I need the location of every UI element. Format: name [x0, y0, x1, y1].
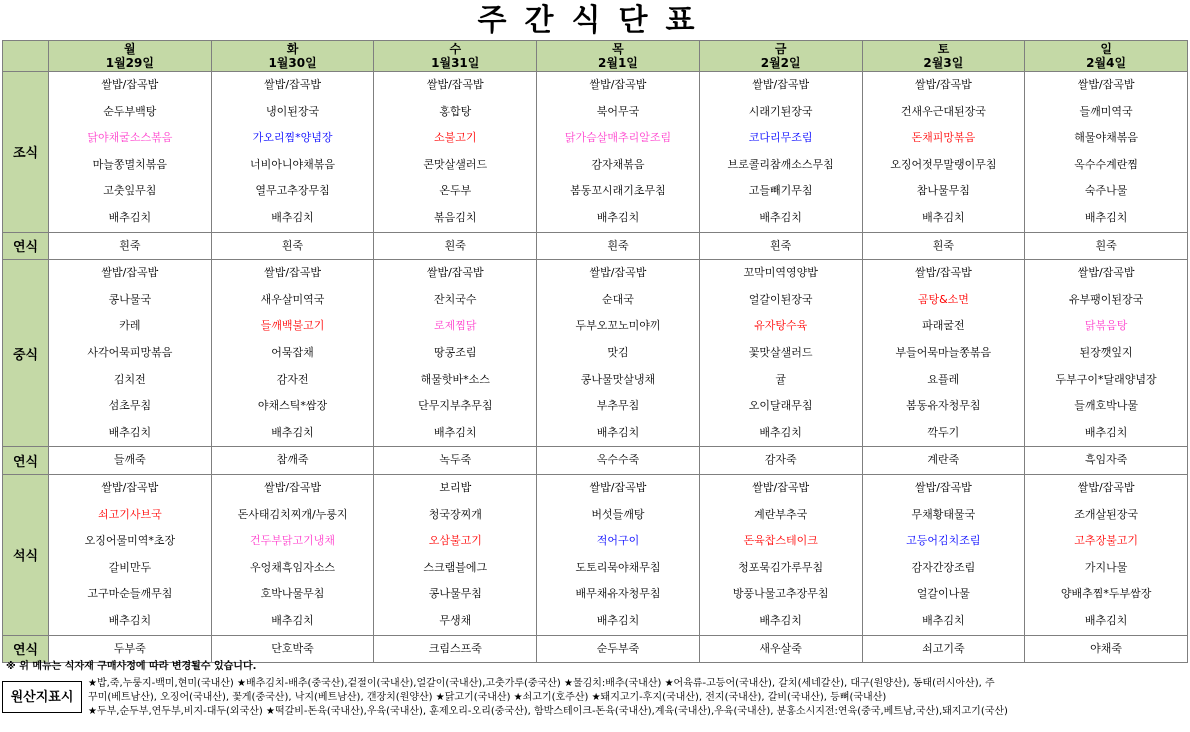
menu-item: 쌀밥/잡곡밥 [589, 266, 647, 280]
menu-cell [537, 232, 700, 260]
menu-item: 감자채볶음 [591, 157, 645, 171]
menu-item: 시래기된장국 [748, 104, 813, 118]
menu-cell [49, 232, 212, 260]
day-header-row [3, 41, 1188, 72]
menu-item: 쌀밥/잡곡밥 [1077, 266, 1135, 280]
menu-item: 고추장불고기 [1074, 534, 1138, 548]
origin-line: ★밥,죽,누룽지-백미,현미(국내산) ★배추김치-배추(중국산),겉절이(국내산),얼갈이(국내산),고춧가루(중국산) ★물김치:배추(국내산) ★어육류-고등어(국내산), 갈치(세네갈산), 대구(원양산), 동태(러시아산), 주 [88, 678, 995, 689]
menu-cell [699, 232, 862, 260]
menu-item: 쌀밥/잡곡밥 [264, 78, 321, 92]
menu-item: 볶음김치 [434, 210, 477, 224]
day-name: 목 [612, 42, 624, 56]
menu-item: 쌀밥/잡곡밥 [589, 480, 647, 494]
menu-item: 크림스프죽 [428, 641, 482, 655]
menu-item: 적어구이 [596, 534, 640, 548]
meal-label: 연식 [3, 635, 49, 663]
menu-item: 귤 [775, 372, 786, 386]
menu-cell [862, 232, 1025, 260]
meal-label: 조식 [3, 72, 49, 233]
menu-cell [862, 447, 1025, 475]
menu-item: 계란부추국 [754, 507, 808, 521]
menu-item: 순두부죽 [596, 641, 640, 655]
menu-cell [374, 447, 537, 475]
menu-item: 콩나물맛살냉채 [580, 372, 656, 386]
menu-item: 쌀밥/잡곡밥 [914, 78, 972, 92]
menu-item: 섬초무침 [108, 399, 152, 413]
menu-cell [699, 635, 862, 663]
day-date: 2월3일 [923, 56, 964, 70]
menu-item: 배추김치 [922, 613, 965, 627]
menu-item: 감자간장조림 [911, 560, 976, 574]
origin-text [88, 677, 1188, 719]
menu-item: 배추김치 [759, 613, 802, 627]
day-date: 2월4일 [1086, 56, 1127, 70]
menu-item: 김치전 [113, 372, 146, 386]
menu-item: 배추김치 [271, 210, 314, 224]
menu-item: 배추김치 [759, 425, 802, 439]
menu-item: 브로콜리참깨소스무침 [727, 157, 834, 171]
menu-cell [862, 474, 1025, 635]
menu-item: 쌀밥/잡곡밥 [1077, 78, 1135, 92]
menu-item: 사각어묵피망볶음 [87, 345, 173, 359]
day-name: 금 [774, 42, 787, 56]
menu-cell [1025, 447, 1188, 475]
menu-item: 홍합탕 [439, 104, 472, 118]
menu-cell [862, 635, 1025, 663]
menu-cell [537, 635, 700, 663]
menu-item: 쌀밥/잡곡밥 [264, 480, 321, 494]
menu-cell [374, 232, 537, 260]
menu-item: 고들빼기무침 [748, 184, 813, 198]
day-name: 토 [937, 42, 950, 56]
menu-item: 단호박죽 [271, 641, 314, 655]
meal-row [3, 474, 1188, 635]
menu-item: 배추김치 [596, 613, 640, 627]
menu-cell [537, 260, 700, 447]
weekly-menu-table [2, 40, 1188, 663]
menu-item: 들깨호박나물 [1074, 399, 1138, 413]
menu-item: 가지나물 [1084, 560, 1128, 574]
menu-cell [374, 474, 537, 635]
menu-cell [537, 474, 700, 635]
menu-item: 흰죽 [281, 238, 304, 252]
menu-item: 버섯들깨탕 [591, 507, 645, 521]
menu-item: 얼갈이된장국 [748, 292, 813, 306]
menu-item: 감자죽 [764, 453, 797, 467]
menu-item: 봄동꼬시래기초무침 [570, 184, 666, 198]
menu-item: 흰죽 [444, 238, 466, 252]
menu-item: 돈육찹스테이크 [743, 534, 818, 548]
menu-item: 오삼불고기 [428, 534, 482, 548]
menu-item: 어묵잡채 [271, 345, 314, 359]
menu-item: 배무채유자청무침 [575, 587, 661, 601]
menu-cell [211, 72, 374, 233]
menu-item: 순대국 [602, 292, 634, 306]
menu-item: 배추김치 [1084, 425, 1128, 439]
menu-item: 유자탕수육 [754, 319, 808, 333]
menu-item: 콩나물국 [108, 292, 152, 306]
menu-cell [374, 72, 537, 233]
menu-item: 건두부닭고기냉채 [250, 534, 336, 548]
menu-item: 들깨미역국 [1079, 104, 1133, 118]
menu-item: 마늘쫑멸치볶음 [92, 157, 168, 171]
menu-item: 부추무침 [596, 399, 640, 413]
menu-item: 배추김치 [271, 613, 314, 627]
day-date: 1월30일 [268, 56, 317, 70]
menu-item: 쌀밥/잡곡밥 [101, 266, 159, 280]
menu-item: 얼갈이나물 [916, 587, 970, 601]
menu-item: 된장깻잎지 [1079, 345, 1133, 359]
menu-item: 흑임자죽 [1084, 453, 1128, 467]
menu-cell [211, 474, 374, 635]
menu-item: 닭가슴살매추리알조림 [564, 131, 672, 145]
menu-item: 너비아니야채볶음 [250, 157, 336, 171]
menu-item: 쌀밥/잡곡밥 [1077, 480, 1135, 494]
menu-item: 청포묵김가루무침 [738, 560, 824, 574]
menu-item: 북어무국 [596, 104, 640, 118]
menu-item: 코다리무조림 [748, 131, 813, 145]
meal-label: 연식 [3, 447, 49, 475]
menu-item: 쌀밥/잡곡밥 [426, 78, 484, 92]
menu-cell [1025, 72, 1188, 233]
menu-item: 고구마순들깨무침 [87, 587, 173, 601]
menu-item: 흰죽 [1095, 238, 1117, 252]
day-name: 수 [449, 42, 462, 56]
menu-item: 오징어물미역*초장 [84, 534, 176, 548]
menu-cell [699, 447, 862, 475]
origin-line: ★두부,순두부,연두부,비지-대두(외국산) ★떡갈비-돈육(국내산),우육(국내산), 훈제오리-오리(중국산), 함박스테이크-돈육(국내산),계육(국내산),우육(국내산), 분홍소시지전:연육(중국,베트남,국산),돼지고기(국산) [88, 706, 1008, 717]
menu-item: 고등어김치조림 [906, 534, 981, 548]
menu-item: 쌀밥/잡곡밥 [101, 78, 159, 92]
menu-item: 두부죽 [113, 641, 146, 655]
day-header [862, 41, 1025, 72]
menu-item: 해물핫바*소스 [420, 372, 490, 386]
menu-item: 숙주나물 [1084, 184, 1128, 198]
menu-item: 쌀밥/잡곡밥 [752, 78, 810, 92]
menu-item: 녹두죽 [439, 453, 472, 467]
menu-item: 쇠고기죽 [922, 641, 965, 655]
menu-item: 배추김치 [922, 210, 965, 224]
menu-item: 조개살된장국 [1074, 507, 1138, 521]
menu-item: 꼬막미역영양밥 [743, 266, 818, 280]
day-date: 1월31일 [431, 56, 480, 70]
menu-item: 쌀밥/잡곡밥 [264, 266, 321, 280]
menu-item: 흰죽 [770, 238, 792, 252]
menu-item: 열무고추장무침 [255, 184, 330, 198]
menu-item: 무채황태물국 [911, 507, 976, 521]
menu-item: 쌀밥/잡곡밥 [914, 480, 972, 494]
menu-cell [862, 72, 1025, 233]
menu-item: 쌀밥/잡곡밥 [426, 266, 484, 280]
header-corner [3, 41, 49, 72]
day-header [374, 41, 537, 72]
menu-item: 돈사태김치찌개/누룽지 [237, 507, 348, 521]
menu-item: 건새우근대된장국 [900, 104, 986, 118]
day-header [211, 41, 374, 72]
menu-cell [49, 72, 212, 233]
day-header [699, 41, 862, 72]
meal-label: 연식 [3, 232, 49, 260]
menu-item: 카레 [119, 319, 141, 333]
menu-item: 흰죽 [932, 238, 954, 252]
menu-cell [49, 447, 212, 475]
menu-item: 쌀밥/잡곡밥 [101, 480, 159, 494]
day-name: 화 [286, 42, 299, 56]
menu-cell [211, 260, 374, 447]
menu-item: 흰죽 [607, 238, 629, 252]
origin-line: 꾸미(베트남산), 오징어(국내산), 꽃게(중국산), 낙지(베트남산), 갠장치(원양산) ★닭고기(국내산) ★쇠고기(호주산) ★돼지고기-후지(국내산), 전지(국내산), 갈비(국내산), 등뼈(국내산) [88, 692, 887, 703]
menu-item: 방풍나물고추장무침 [732, 587, 829, 601]
meal-label: 중식 [3, 260, 49, 447]
menu-item: 배추김치 [108, 210, 152, 224]
menu-item: 도토리묵야채무침 [575, 560, 661, 574]
menu-item: 야채죽 [1090, 641, 1123, 655]
day-date: 2월1일 [598, 56, 638, 70]
menu-item: 배추김치 [108, 425, 152, 439]
menu-item: 새우살죽 [759, 641, 802, 655]
menu-cell [699, 260, 862, 447]
menu-item: 야채스틱*쌈장 [257, 399, 328, 413]
meal-row [3, 260, 1188, 447]
menu-item: 닭야채굴소스볶음 [87, 131, 173, 145]
menu-item: 요플레 [927, 372, 960, 386]
menu-cell [699, 474, 862, 635]
menu-item: 배추김치 [108, 613, 152, 627]
menu-item: 가오리찜*양념장 [252, 131, 333, 145]
menu-item: 쇠고기사브국 [97, 507, 162, 521]
day-name: 일 [1100, 42, 1112, 56]
menu-item: 계란죽 [927, 453, 960, 467]
menu-item: 봄동유자청무침 [906, 399, 981, 413]
menu-item: 배추김치 [434, 425, 477, 439]
menu-item: 쌀밥/잡곡밥 [752, 480, 810, 494]
day-header [537, 41, 700, 72]
menu-item: 맛김 [607, 345, 629, 359]
day-name: 월 [124, 42, 136, 56]
menu-cell [1025, 635, 1188, 663]
menu-item: 보리밥 [439, 480, 472, 494]
menu-item: 두부오꼬노미야끼 [575, 319, 661, 333]
menu-item: 땅콩조림 [434, 345, 477, 359]
notice-text: ※ 위 메뉴는 식자재 구매사정에 따라 변경될수 있습니다. [6, 661, 257, 672]
menu-item: 배추김치 [271, 425, 314, 439]
menu-item: 청국장찌개 [428, 507, 482, 521]
menu-cell [374, 635, 537, 663]
day-header [49, 41, 212, 72]
meal-label: 석식 [3, 474, 49, 635]
menu-item: 들깨죽 [113, 453, 146, 467]
menu-item: 온두부 [439, 184, 472, 198]
menu-item: 닭볶음탕 [1084, 319, 1128, 333]
menu-item: 오이달래무침 [748, 399, 813, 413]
menu-item: 배추김치 [759, 210, 802, 224]
menu-item: 참나물무침 [916, 184, 970, 198]
menu-item: 유부팽이된장국 [1068, 292, 1144, 306]
menu-item: 감자전 [276, 372, 309, 386]
menu-item: 스크램블에그 [423, 560, 488, 574]
menu-item: 참깨죽 [276, 453, 309, 467]
menu-cell [699, 72, 862, 233]
menu-item: 옥수수죽 [596, 453, 640, 467]
menu-item: 단무지부추무침 [418, 399, 493, 413]
menu-item: 파래굴전 [922, 319, 965, 333]
menu-item: 순두부백탕 [103, 104, 157, 118]
meal-row [3, 232, 1188, 260]
menu-item: 콩나물무침 [428, 587, 482, 601]
menu-item: 두부구이*달래양념장 [1055, 372, 1157, 386]
menu-cell [537, 447, 700, 475]
menu-item: 돈채피망볶음 [911, 131, 976, 145]
meal-row [3, 72, 1188, 233]
menu-cell [862, 260, 1025, 447]
menu-item: 깍두기 [927, 425, 960, 439]
menu-cell [211, 232, 374, 260]
meal-row [3, 447, 1188, 475]
menu-item: 옥수수계란찜 [1074, 157, 1138, 171]
menu-cell [374, 260, 537, 447]
menu-item: 갈비만두 [108, 560, 152, 574]
menu-item: 꽃맛살샐러드 [748, 345, 813, 359]
menu-cell [1025, 232, 1188, 260]
day-header [1025, 41, 1188, 72]
menu-item: 양배추찜*두부쌈장 [1060, 587, 1152, 601]
menu-cell [49, 260, 212, 447]
menu-cell [1025, 474, 1188, 635]
menu-item: 곰탕&소면 [917, 292, 969, 306]
menu-item: 로제찜닭 [434, 319, 477, 333]
menu-item: 새우살미역국 [260, 292, 325, 306]
menu-item: 들깨백불고기 [260, 319, 325, 333]
menu-item: 부들어묵마늘쫑볶음 [895, 345, 992, 359]
menu-item: 냉이된장국 [265, 104, 320, 118]
menu-item: 우엉채흑임자소스 [250, 560, 336, 574]
menu-item: 배추김치 [1084, 613, 1128, 627]
menu-cell [1025, 260, 1188, 447]
menu-item: 배추김치 [1084, 210, 1128, 224]
menu-item: 콘맛살샐러드 [423, 157, 488, 171]
menu-item: 배추김치 [596, 425, 640, 439]
menu-item: 잔치국수 [434, 292, 477, 306]
menu-cell [49, 474, 212, 635]
menu-item: 해물야채볶음 [1074, 131, 1138, 145]
day-date: 2월2일 [760, 56, 801, 70]
menu-item: 오징어젓무말랭이무침 [890, 157, 997, 171]
menu-cell [211, 447, 374, 475]
menu-cell [537, 72, 700, 233]
menu-item: 소불고기 [434, 131, 477, 145]
menu-item: 흰죽 [119, 238, 141, 252]
menu-item: 쌀밥/잡곡밥 [589, 78, 647, 92]
menu-item: 쌀밥/잡곡밥 [914, 266, 972, 280]
menu-item: 호박나물무침 [260, 587, 325, 601]
menu-item: 무생채 [439, 613, 472, 627]
menu-item: 고춧잎무침 [103, 184, 157, 198]
page-title: 주간식단표 [477, 3, 713, 38]
origin-label: 원산지표시 [2, 681, 82, 713]
menu-item: 배추김치 [596, 210, 640, 224]
day-date: 1월29일 [105, 56, 154, 70]
